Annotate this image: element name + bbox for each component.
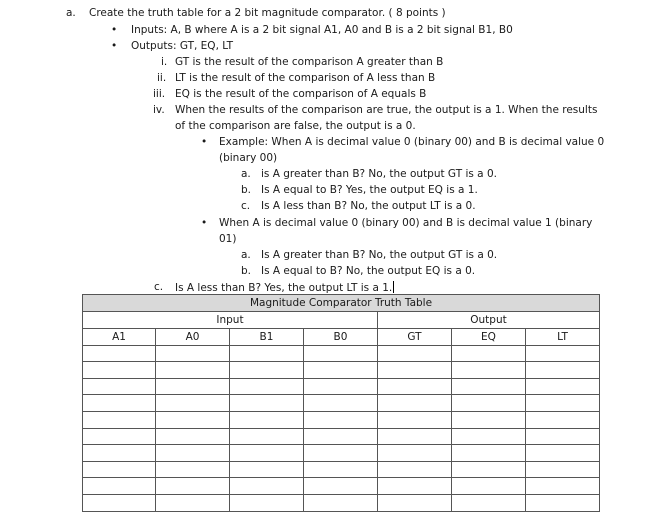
table-cell[interactable] bbox=[83, 411, 156, 428]
example1-line2: (binary 00) bbox=[219, 152, 278, 164]
example1-item-a: is A greater than B? No, the output GT is a 0. bbox=[261, 168, 497, 180]
table-cell[interactable] bbox=[526, 445, 600, 462]
table-cell[interactable] bbox=[156, 345, 230, 362]
roman-item-rule-line2: of the comparison are false, the output is a 0. bbox=[175, 120, 416, 132]
roman-item-gt: GT is the result of the comparison A greater than B bbox=[175, 56, 444, 68]
bullet-marker: • bbox=[111, 40, 118, 52]
table-cell[interactable] bbox=[378, 461, 452, 478]
table-cell[interactable] bbox=[230, 494, 304, 511]
text-cursor bbox=[393, 281, 394, 293]
sub-marker: a. bbox=[241, 168, 251, 180]
bullet-marker: • bbox=[201, 136, 208, 148]
sub-marker: c. bbox=[154, 281, 164, 293]
table-cell[interactable] bbox=[304, 478, 378, 495]
table-cell[interactable] bbox=[526, 478, 600, 495]
table-cell[interactable] bbox=[452, 362, 526, 379]
table-cell[interactable] bbox=[304, 461, 378, 478]
table-cell[interactable] bbox=[230, 362, 304, 379]
roman-marker: iv. bbox=[153, 104, 165, 116]
roman-marker: i. bbox=[161, 56, 168, 68]
table-cell[interactable] bbox=[378, 345, 452, 362]
table-cell[interactable] bbox=[452, 411, 526, 428]
table-cell[interactable] bbox=[83, 395, 156, 412]
table-cell[interactable] bbox=[230, 428, 304, 445]
table-cell[interactable] bbox=[452, 494, 526, 511]
table-cell[interactable] bbox=[452, 378, 526, 395]
table-cell[interactable] bbox=[304, 378, 378, 395]
table-cell[interactable] bbox=[378, 362, 452, 379]
table-cell[interactable] bbox=[156, 494, 230, 511]
table-cell[interactable] bbox=[526, 411, 600, 428]
table-cell[interactable] bbox=[83, 461, 156, 478]
table-cell[interactable] bbox=[526, 461, 600, 478]
col-header-b1: B1 bbox=[230, 328, 304, 345]
col-header-eq: EQ bbox=[452, 328, 526, 345]
table-row bbox=[83, 428, 600, 445]
table-cell[interactable] bbox=[230, 478, 304, 495]
sub-marker: b. bbox=[241, 265, 252, 277]
table-cell[interactable] bbox=[156, 428, 230, 445]
col-header-a1: A1 bbox=[83, 328, 156, 345]
table-cell[interactable] bbox=[230, 411, 304, 428]
table-cell[interactable] bbox=[304, 445, 378, 462]
table-row bbox=[83, 494, 600, 511]
table-cell[interactable] bbox=[304, 395, 378, 412]
bullet-marker: • bbox=[201, 217, 208, 229]
col-header-a0: A0 bbox=[156, 328, 230, 345]
col-header-b0: B0 bbox=[304, 328, 378, 345]
table-cell[interactable] bbox=[304, 362, 378, 379]
table-cell[interactable] bbox=[156, 378, 230, 395]
table-cell[interactable] bbox=[378, 378, 452, 395]
table-cell[interactable] bbox=[83, 445, 156, 462]
table-cell[interactable] bbox=[378, 411, 452, 428]
table-cell[interactable] bbox=[83, 478, 156, 495]
sub-marker: b. bbox=[241, 184, 252, 196]
outputs-bullet: Outputs: GT, EQ, LT bbox=[131, 40, 234, 52]
table-row bbox=[83, 461, 600, 478]
table-cell[interactable] bbox=[378, 395, 452, 412]
table-row bbox=[83, 445, 600, 462]
roman-item-lt: LT is the result of the comparison of A less than B bbox=[175, 72, 436, 84]
table-cell[interactable] bbox=[378, 478, 452, 495]
example1-item-c: Is A less than B? No, the output LT is a 0. bbox=[261, 200, 476, 212]
example2-item-b: Is A equal to B? No, the output EQ is a 0. bbox=[261, 265, 476, 277]
table-cell[interactable] bbox=[230, 461, 304, 478]
roman-marker: ii. bbox=[157, 72, 167, 84]
bullet-marker: • bbox=[111, 24, 118, 36]
table-cell[interactable] bbox=[83, 428, 156, 445]
column-header-row bbox=[83, 328, 600, 345]
table-cell[interactable] bbox=[378, 445, 452, 462]
table-cell[interactable] bbox=[452, 461, 526, 478]
truth-table bbox=[82, 294, 600, 512]
table-cell[interactable] bbox=[156, 411, 230, 428]
example2-item-c[interactable] bbox=[175, 281, 394, 295]
table-cell[interactable] bbox=[526, 362, 600, 379]
table-cell[interactable] bbox=[304, 411, 378, 428]
table-cell[interactable] bbox=[156, 445, 230, 462]
table-cell[interactable] bbox=[230, 378, 304, 395]
table-cell[interactable] bbox=[83, 362, 156, 379]
table-cell[interactable] bbox=[83, 345, 156, 362]
roman-item-eq: EQ is the result of the comparison of A equals B bbox=[175, 88, 427, 100]
example1-item-b: Is A equal to B? Yes, the output EQ is a 1. bbox=[261, 184, 478, 196]
col-header-lt: LT bbox=[526, 328, 600, 345]
table-cell[interactable] bbox=[230, 395, 304, 412]
table-cell[interactable] bbox=[526, 494, 600, 511]
table-cell[interactable] bbox=[304, 345, 378, 362]
table-row bbox=[83, 362, 600, 379]
table-cell[interactable] bbox=[378, 428, 452, 445]
table-cell[interactable] bbox=[230, 345, 304, 362]
table-cell[interactable] bbox=[526, 395, 600, 412]
table-row bbox=[83, 411, 600, 428]
table-cell[interactable] bbox=[452, 345, 526, 362]
example1-line1: Example: When A is decimal value 0 (binary 00) and B is decimal value 0 bbox=[219, 136, 605, 148]
table-cell[interactable] bbox=[230, 445, 304, 462]
table-row bbox=[83, 478, 600, 495]
table-cell[interactable] bbox=[378, 494, 452, 511]
question-marker: a. bbox=[66, 7, 76, 19]
table-cell[interactable] bbox=[526, 345, 600, 362]
output-group-header: Output bbox=[378, 311, 600, 328]
example2-line2: 01) bbox=[219, 233, 237, 245]
table-cell[interactable] bbox=[83, 378, 156, 395]
table-cell[interactable] bbox=[526, 428, 600, 445]
table-cell[interactable] bbox=[526, 378, 600, 395]
table-row bbox=[83, 395, 600, 412]
inputs-bullet: Inputs: A, B where A is a 2 bit signal A1, A0 and B is a 2 bit signal B1, B0 bbox=[131, 24, 513, 36]
table-cell[interactable] bbox=[304, 494, 378, 511]
table-cell[interactable] bbox=[83, 494, 156, 511]
example2-item-c-text: Is A less than B? Yes, the output LT is a 1. bbox=[175, 282, 393, 294]
table-cell[interactable] bbox=[452, 395, 526, 412]
example2-item-a: Is A greater than B? No, the output GT is a 0. bbox=[261, 249, 498, 261]
question-text: Create the truth table for a 2 bit magnitude comparator. ( 8 points ) bbox=[89, 7, 446, 19]
roman-item-rule-line1: When the results of the comparison are true, the output is a 1. When the results bbox=[175, 104, 598, 116]
table-cell[interactable] bbox=[156, 395, 230, 412]
input-group-header: Input bbox=[83, 311, 378, 328]
table-cell[interactable] bbox=[452, 428, 526, 445]
sub-marker: c. bbox=[241, 200, 251, 212]
table-row bbox=[83, 378, 600, 395]
table-cell[interactable] bbox=[452, 445, 526, 462]
table-cell[interactable] bbox=[304, 428, 378, 445]
table-row bbox=[83, 345, 600, 362]
col-header-gt: GT bbox=[378, 328, 452, 345]
table-cell[interactable] bbox=[452, 478, 526, 495]
sub-marker: a. bbox=[241, 249, 251, 261]
table-cell[interactable] bbox=[156, 362, 230, 379]
roman-marker: iii. bbox=[153, 88, 166, 100]
example2-line1: When A is decimal value 0 (binary 00) and B is decimal value 1 (binary bbox=[219, 217, 593, 229]
table-cell[interactable] bbox=[156, 461, 230, 478]
table-cell[interactable] bbox=[156, 478, 230, 495]
table-title: Magnitude Comparator Truth Table bbox=[83, 295, 600, 312]
